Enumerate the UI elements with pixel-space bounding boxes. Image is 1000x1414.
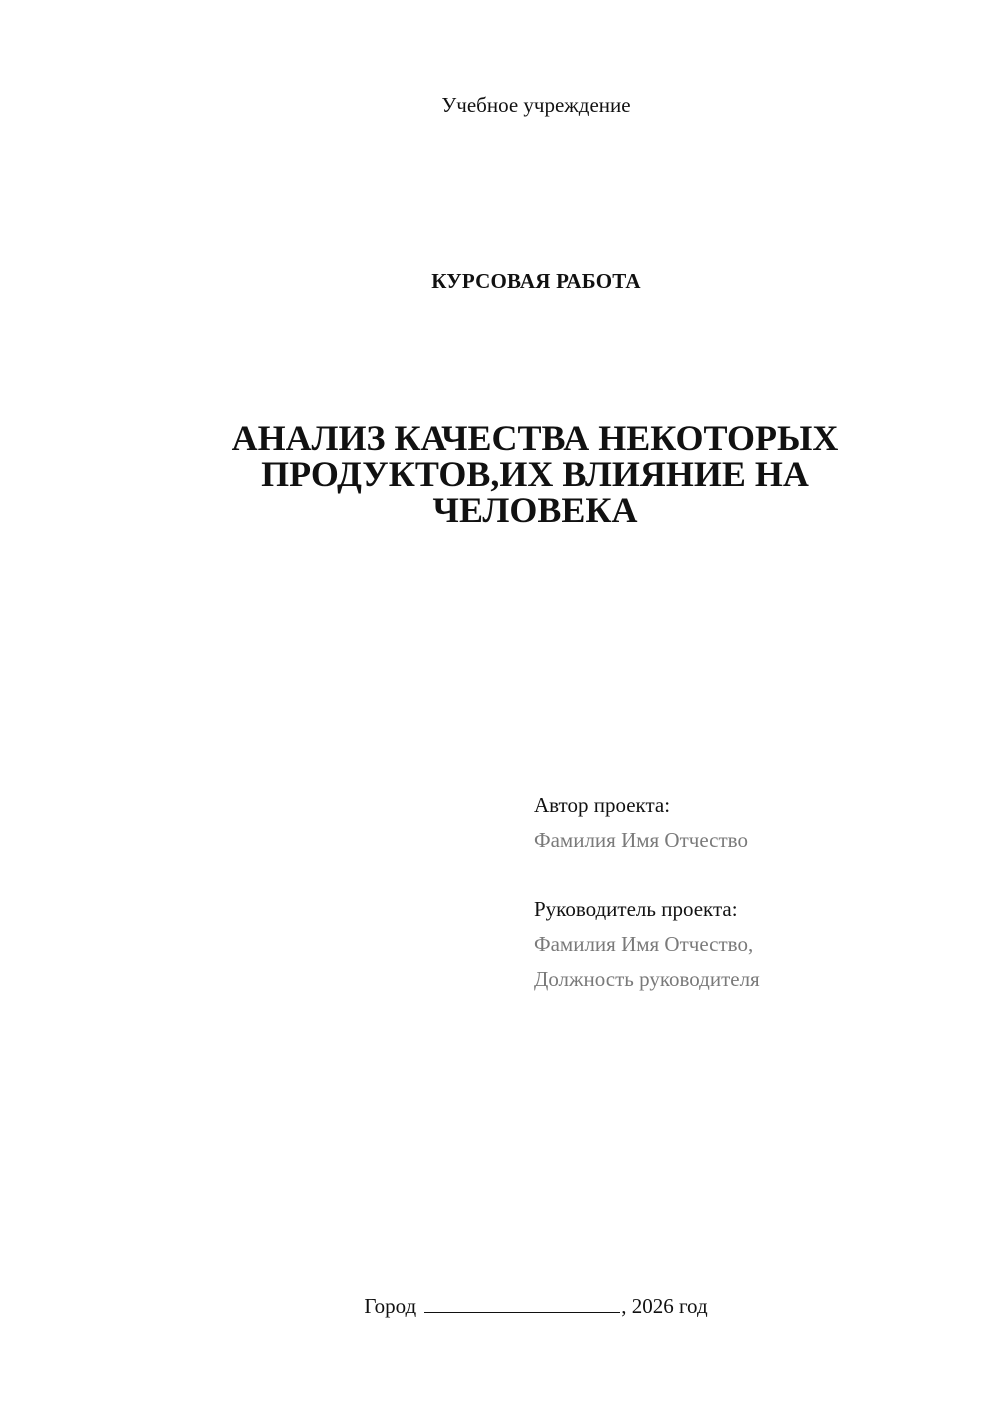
institution-name: Учебное учреждение xyxy=(441,93,631,117)
work-title-line-3: ЧЕЛОВЕКА xyxy=(432,490,638,530)
work-title-line-2: ПРОДУКТОВ,ИХ ВЛИЯНИЕ НА xyxy=(261,454,809,494)
supervisor-name: Фамилия Имя Отчество, xyxy=(534,932,754,956)
document-type: КУРСОВАЯ РАБОТА xyxy=(431,269,641,293)
year-text: , 2026 год xyxy=(621,1294,708,1318)
author-label: Автор проекта: xyxy=(534,793,671,817)
project-info-block xyxy=(534,788,974,997)
city-label: Город xyxy=(364,1294,417,1318)
city-blank-underline xyxy=(424,1290,620,1313)
work-title xyxy=(190,420,880,528)
work-title-line-1: АНАЛИЗ КАЧЕСТВА НЕКОТОРЫХ xyxy=(231,418,839,458)
supervisor-label: Руководитель проекта: xyxy=(534,897,738,921)
city-year-line xyxy=(0,1290,1000,1321)
info-spacer xyxy=(534,858,974,892)
supervisor-position: Должность руководителя xyxy=(534,967,760,991)
author-name: Фамилия Имя Отчество xyxy=(534,828,748,852)
